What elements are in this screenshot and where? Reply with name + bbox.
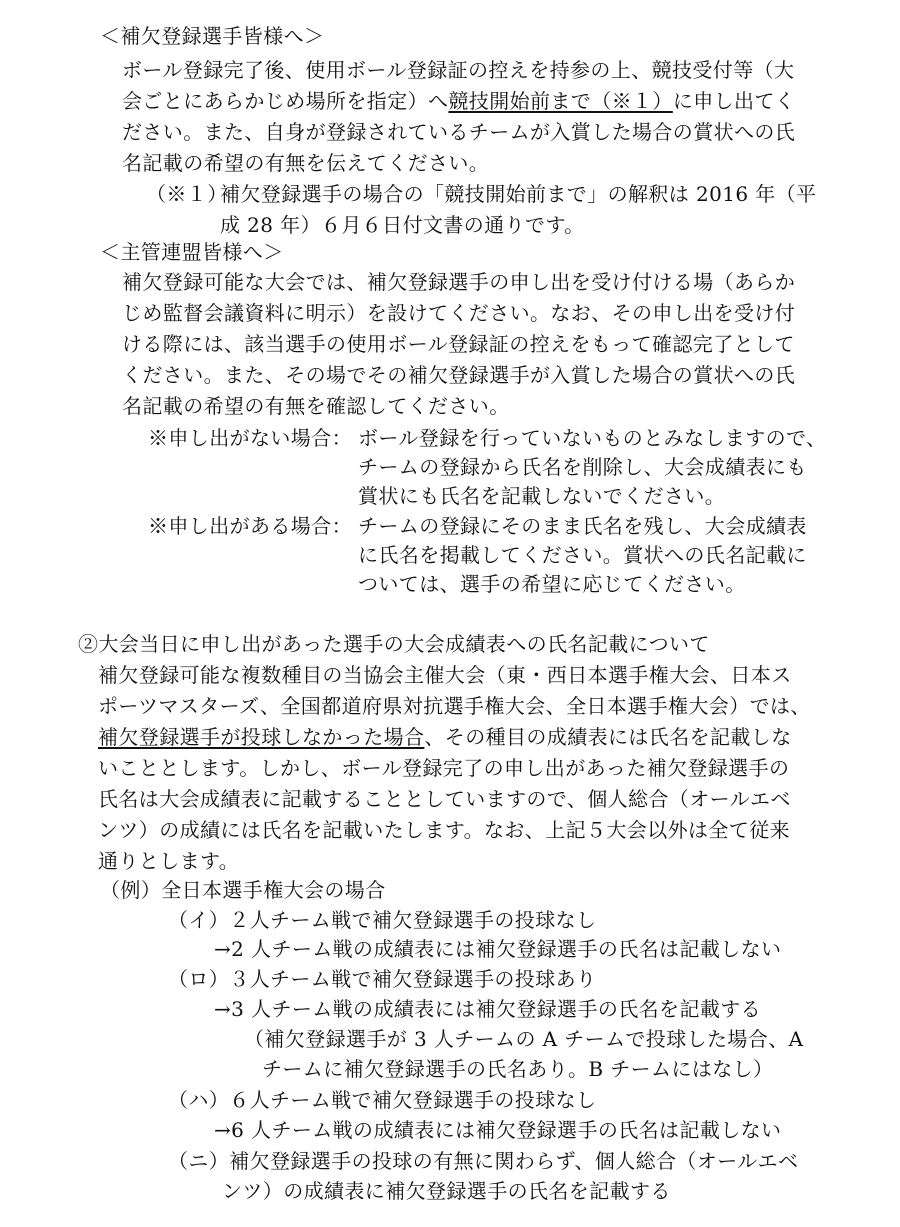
- hokketsu-para-line-2: [122, 87, 795, 115]
- renmei-para-line-4: ください。また、その場でその補欠登録選手が入賞した場合の賞状への氏: [122, 363, 796, 387]
- example-ni-line-1: （ニ）補欠登録選手の投球の有無に関わらず、個人総合（オールエベ: [168, 1149, 799, 1173]
- example-ro-note-2: チームに補欠登録選手の氏名あり。B チームにはなし）: [262, 1057, 774, 1081]
- example-ro: （ロ）３人チーム戦で補欠登録選手の投球あり: [168, 967, 597, 991]
- section-2-para-line-3: [98, 723, 792, 751]
- note-1-line-1: 補欠登録選手の場合の「競技開始前まで」の解釈は 2016 年（平: [220, 182, 817, 206]
- case-yes-line-1: チームの登録にそのまま氏名を残し、大会成績表: [358, 514, 807, 538]
- case-yes-line-2: に氏名を掲載してください。賞状への氏名記載に: [358, 543, 807, 567]
- example-heading: （例）全日本選手権大会の場合: [100, 878, 386, 902]
- example-ro-result: →3 人チーム戦の成績表には補欠登録選手の氏名を記載する: [214, 997, 762, 1021]
- hokketsu-para-line-1: ボール登録完了後、使用ボール登録証の控えを持参の上、競技受付等（大: [122, 58, 795, 82]
- example-ha: （ハ）６人チーム戦で補欠登録選手の投球なし: [168, 1088, 597, 1112]
- case-none-label: ※申し出がない場合：: [148, 426, 352, 450]
- renmei-para-line-1: 補欠登録可能な大会では、補欠登録選手の申し出を受け付ける場（あらか: [122, 270, 796, 294]
- section-2-para-line-3b: 、その種目の成績表には氏名を記載しな: [424, 725, 792, 749]
- example-ro-note-1: （補欠登録選手が 3 人チームの A チームで投球した場合、A: [244, 1027, 804, 1051]
- section-2-para-line-4: いこととします。しかし、ボール登録完了の申し出があった補欠登録選手の: [98, 756, 790, 780]
- hokketsu-para-line-4: 名記載の希望の有無を伝えてください。: [122, 151, 490, 175]
- hokketsu-para-line-2a: 会ごとにあらかじめ場所を指定）へ: [122, 89, 449, 113]
- deadline-underlined: 競技開始前まで（※１）: [448, 89, 673, 113]
- section-2-para-line-7: 通りとします。: [98, 849, 240, 873]
- heading-hokketsu: ＜補欠登録選手皆様へ＞: [100, 24, 325, 48]
- example-i-result: →2 人チーム戦の成績表には補欠登録選手の氏名は記載しない: [214, 937, 782, 961]
- no-throw-underlined: 補欠登録選手が投球しなかった場合: [98, 725, 425, 749]
- example-i: （イ）２人チーム戦で補欠登録選手の投球なし: [168, 908, 597, 932]
- example-ha-result: →6 人チーム戦の成績表には補欠登録選手の氏名は記載しない: [214, 1118, 782, 1142]
- case-none-line-3: 賞状にも氏名を記載しないでください。: [358, 484, 726, 508]
- note-1-line-2: 成 28 年）６月６日付文書の通りです。: [220, 213, 585, 237]
- heading-renmei: ＜主管連盟皆様へ＞: [100, 240, 284, 264]
- section-2-para-line-1: 補欠登録可能な複数種目の当協会主催大会（東・西日本選手権大会、日本ス: [98, 663, 792, 687]
- section-2-para-line-6: ンツ）の成績には氏名を記載いたします。なお、上記５大会以外は全て従来: [98, 818, 790, 842]
- section-2-heading: ②大会当日に申し出があった選手の大会成績表への氏名記載について: [78, 632, 710, 656]
- renmei-para-line-3: ける際には、該当選手の使用ボール登録証の控えをもって確認完了として: [122, 332, 795, 356]
- case-yes-label: ※申し出がある場合：: [148, 514, 352, 538]
- section-2-para-line-5: 氏名は大会成績表に記載することとしていますので、個人総合（オールエベ: [98, 787, 791, 811]
- case-none-line-1: ボール登録を行っていないものとみなしますので、: [358, 426, 827, 450]
- example-ni-line-2: ンツ）の成績表に補欠登録選手の氏名を記載する: [222, 1179, 671, 1203]
- case-none-line-2: チームの登録から氏名を削除し、大会成績表にも: [358, 455, 807, 479]
- section-2-para-line-2: ポーツマスターズ、全国都道府県対抗選手権大会、全日本選手権大会）では、: [98, 694, 811, 718]
- hokketsu-para-line-2b: に申し出てく: [672, 89, 796, 113]
- case-yes-line-3: ついては、選手の希望に応じてください。: [358, 572, 746, 596]
- hokketsu-para-line-3: ださい。また、自身が登録されているチームが入賞した場合の賞状への氏: [122, 120, 796, 144]
- note-1-label: （※１）: [146, 182, 228, 206]
- renmei-para-line-2: じめ監督会議資料に明示）を設けてください。なお、その申し出を受け付: [122, 301, 796, 325]
- renmei-para-line-5: 名記載の希望の有無を確認してください。: [122, 394, 510, 418]
